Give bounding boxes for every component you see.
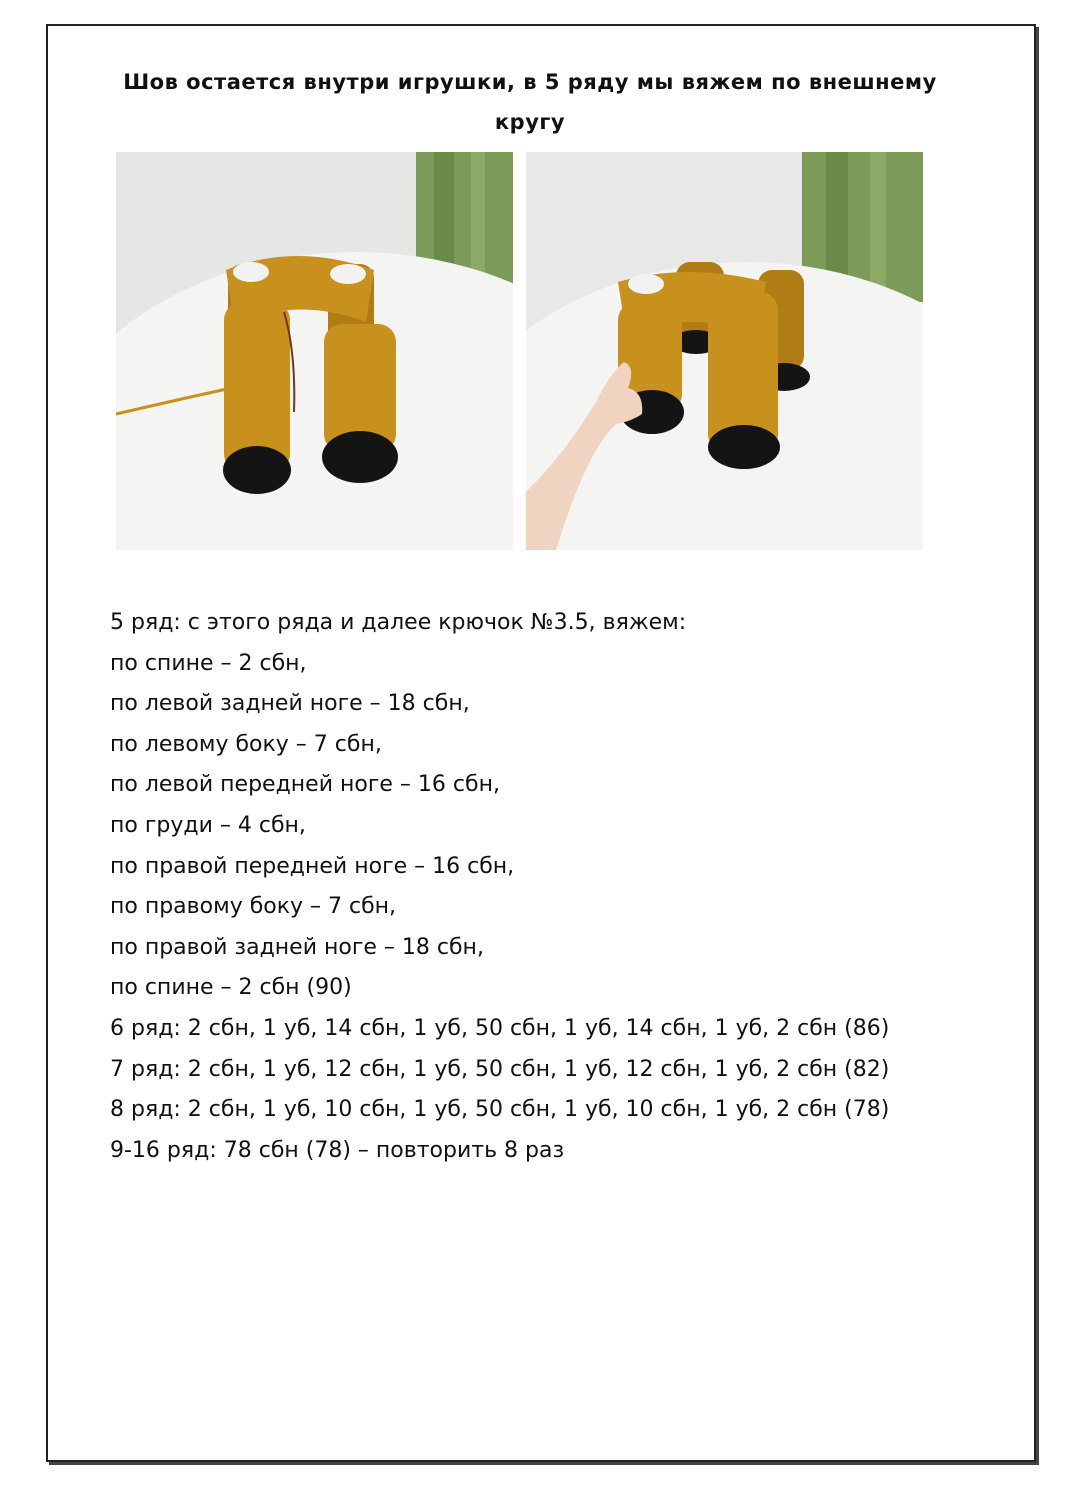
instruction-line: по правому боку – 7 сбн, <box>110 894 397 920</box>
instruction-line: по левой задней ноге – 18 сбн, <box>110 691 470 717</box>
instruction-line: 5 ряд: с этого ряда и далее крючок №3.5, вяжем: <box>110 610 687 635</box>
instruction-line: по правой передней ноге – 16 сбн, <box>110 853 515 879</box>
instruction-line: 9-16 ряд: 78 сбн (78) – повторить 8 раз <box>110 1137 565 1163</box>
instructions-list <box>110 603 970 1171</box>
instruction-line: по правой задней ноге – 18 сбн, <box>110 934 484 960</box>
instruction-line: по спине – 2 сбн (90) <box>110 975 352 1001</box>
instruction-line: 8 ряд: 2 сбн, 1 уб, 10 сбн, 1 уб, 50 сбн, 1 уб, 10 сбн, 1 уб, 2 сбн (78) <box>110 1097 890 1123</box>
instruction-line: 7 ряд: 2 сбн, 1 уб, 12 сбн, 1 уб, 50 сбн, 1 уб, 12 сбн, 1 уб, 2 сбн (82) <box>110 1056 890 1082</box>
instruction-line: по спине – 2 сбн, <box>110 650 307 676</box>
instruction-line: 6 ряд: 2 сбн, 1 уб, 14 сбн, 1 уб, 50 сбн, 1 уб, 14 сбн, 1 уб, 2 сбн (86) <box>110 1015 890 1041</box>
photo-knitted-legs-side-with-hand <box>526 152 923 550</box>
instruction-line: по груди – 4 сбн, <box>110 812 306 838</box>
photo-knitted-legs-front <box>116 152 513 550</box>
page-title: Шов остается внутри игрушки, в 5 ряду мы вяжем по внешнему кругу <box>123 70 937 134</box>
instruction-line: по левому боку – 7 сбн, <box>110 731 382 757</box>
instruction-line: по левой передней ноге – 16 сбн, <box>110 772 500 798</box>
